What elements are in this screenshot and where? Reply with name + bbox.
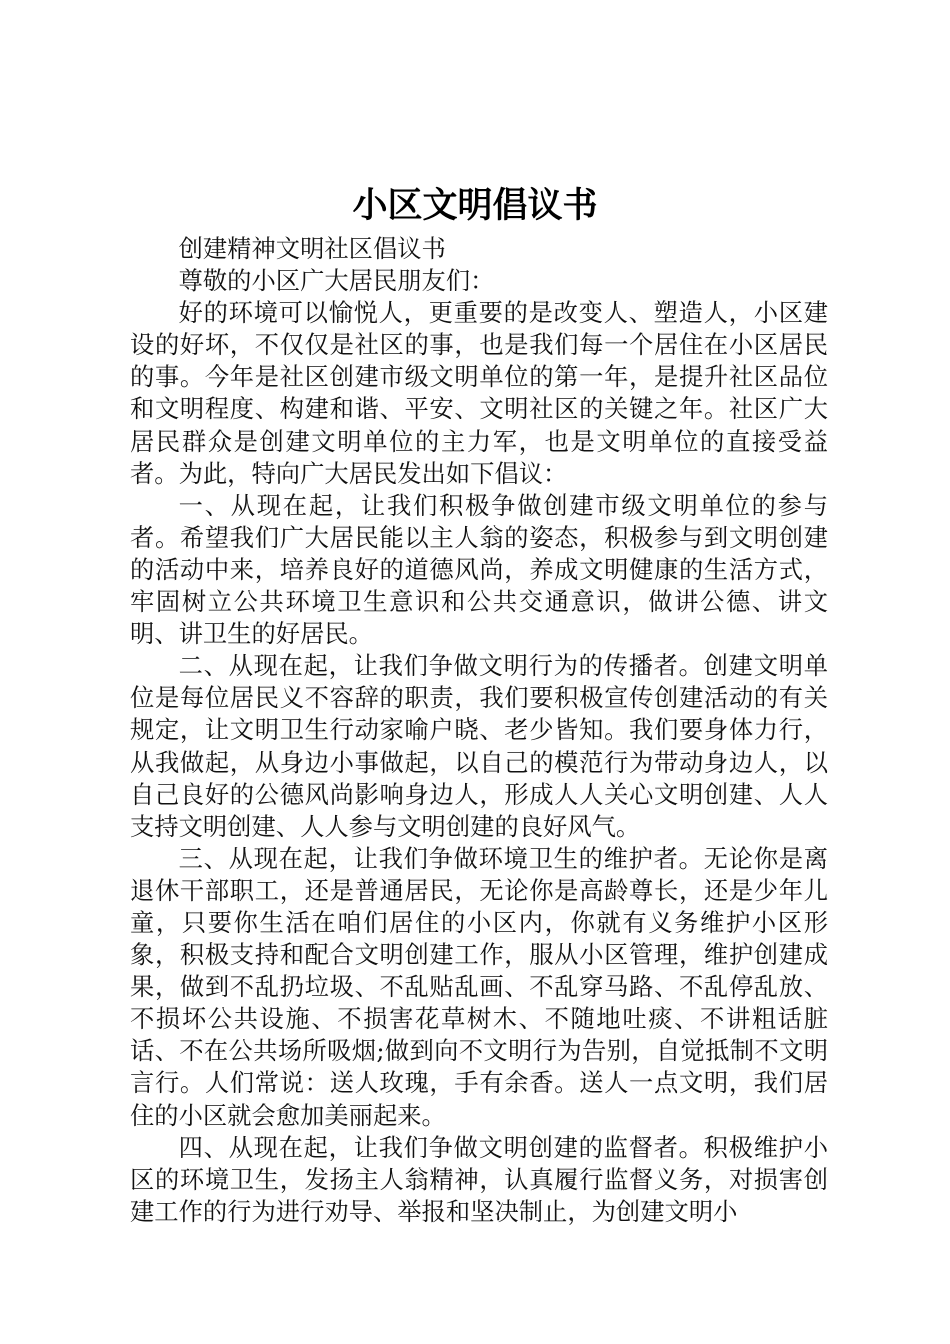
proposal-paragraph-4: 四、从现在起，让我们争做文明创建的监督者。积极维护小区的环境卫生，发扬主人翁精神，认真履行监督义务，对损害创建工作的行为进行劝导、举报和坚决制止，为创建文明小: [130, 1132, 828, 1226]
document-body: [130, 233, 828, 1228]
document-title: 小区文明倡议书: [352, 185, 598, 226]
proposal-paragraph-1: 一、从现在起，让我们积极争做创建市级文明单位的参与者。希望我们广大居民能以主人翁的姿态，积极参与到文明创建的活动中来，培养良好的道德风尚，养成文明健康的生活方式，牢固树立公共环境卫生意识和公共交通意识，做讲公德、讲文明、讲卫生的好居民。: [130, 490, 828, 649]
subtitle-paragraph: 创建精神文明社区倡议书: [178, 234, 446, 263]
intro-paragraph: 好的环境可以愉悦人，更重要的是改变人、塑造人，小区建设的好坏，不仅仅是社区的事，也是我们每一个居住在小区居民的事。今年是社区创建市级文明单位的第一年，是提升社区品位和文明程度、构建和谐、平安、文明社区的关键之年。社区广大居民群众是创建文明单位的主力军，也是文明单位的直接受益者。为此，特向广大居民发出如下倡议：: [130, 298, 828, 488]
proposal-paragraph-2: 二、从现在起，让我们争做文明行为的传播者。创建文明单位是每位居民义不容辞的职责，我们要积极宣传创建活动的有关规定，让文明卫生行动家喻户晓、老少皆知。我们要身体力行，从我做起，从身边小事做起，以自己的模范行为带动身边人，以自己良好的公德风尚影响身边人，形成人人关心文明创建、人人支持文明创建、人人参与文明创建的良好风气。: [130, 651, 828, 841]
salutation-paragraph: 尊敬的小区广大居民朋友们：: [178, 266, 495, 296]
proposal-paragraph-3: 三、从现在起，让我们争做环境卫生的维护者。无论你是离退休干部职工，还是普通居民，无论你是高龄尊长，还是少年儿童，只要你生活在咱们居住的小区内，你就有义务维护小区形象，积极支持和配合文明创建工作，服从小区管理，维护创建成果，做到不乱扔垃圾、不乱贴乱画、不乱穿马路、不乱停乱放、不损坏公共设施、不损害花草树木、不随地吐痰、不讲粗话脏话、不在公共场所吸烟;做到向不文明行为告别，自觉抵制不文明言行。人们常说：送人玫瑰，手有余香。送人一点文明，我们居住的小区就会愈加美丽起来。: [130, 843, 828, 1130]
